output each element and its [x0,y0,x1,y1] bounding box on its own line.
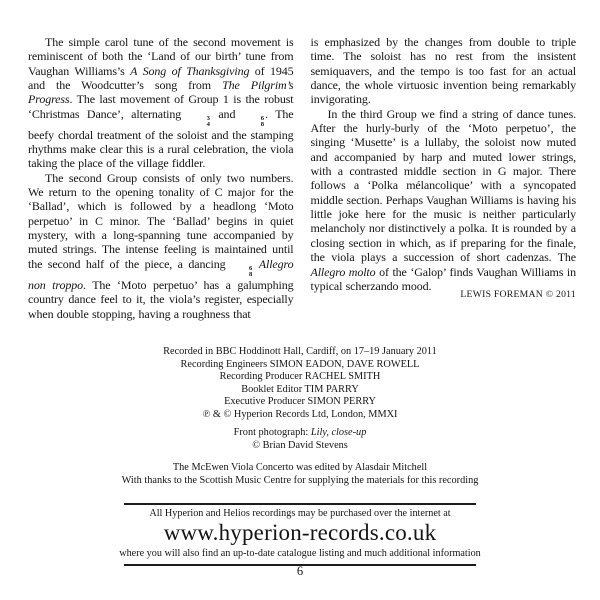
photo-caption: Front photograph: Lily, close-up [233,427,367,438]
credits-block [0,346,600,487]
article-column-left [28,35,294,321]
photo-credit [0,427,600,452]
website-url: www.hyperion-records.co.uk [163,520,437,545]
time-signature: 6 8 [249,264,253,278]
article-column-right [311,35,577,321]
article-columns [28,35,576,321]
time-signature: 3 4 [206,114,210,128]
paragraph: The simple carol tune of the second movement is reminiscent of both the ‘Land of our birth’ tune from Vaughan Williams’s A Song of Thanksgiving of 1945 and the Woodcutter’s song from The Pilgrim’s Progress. The last movement of Group 1 is the robust ‘Christmas Dance’, alternating 3 4 and 6 8 . The beefy chordal treatment of the soloist and the stamping rhythms make clear this is a rural celebration, the viola taking the place of the village fiddler. [28,35,294,171]
paragraph: is emphasized by the changes from double to triple time. The soloist has no rest from the insistent semiquavers, and the tempo is too fast for an actual dance, the whole virtuosic invention being remarkably invigorating. [310,35,576,107]
catalogue-info-text: where you will also find an up-to-date catalogue listing and much additional information [119,548,481,559]
acknowledgements [0,462,600,487]
time-signature: 6 8 [260,114,265,128]
paragraph: In the third Group we find a string of dance tunes. After the hurly-burly of the ‘Moto perpetuo’, the singing ‘Musette’ is a lullaby, the soloist now muted and accompanied by harp and muted lower strings, with a contrasted middle section in G major. There follows a ‘Polka mélancolique’ with a syncopated middle section. Perhaps Vaughan Williams is having his little joke here for the music is neither particularly melancholy nor distinctively a polka. It is rounded by a closing section in which, as if preparing for the finale, the viola plays a succession of short cadenzas. The Allegro molto of the ‘Galop’ finds Vaughan Williams in typical scherzando mood. [310,106,576,293]
purchase-info-text: All Hyperion and Helios recordings may be purchased over the internet at [149,508,451,519]
credit-line: Recording Producer RACHEL SMITH [219,371,381,382]
purchase-info-box [0,503,600,566]
author-byline: LEWIS FOREMAN © 2011 [460,289,576,300]
credit-line: Recording Engineers SIMON EADON, DAVE ROWELL [180,358,420,370]
credit-line: With thanks to the Scottish Music Centre for supplying the materials for this recording [121,474,479,486]
paragraph: The second Group consists of only two numbers. We return to the opening tonality of C major for the ‘Ballad’, which is followed by a headlong ‘Moto perpetuo’ in C minor. The ‘Ballad’ begins in quiet mystery, with a long-spanning tune accompanied by muted strings. The intense feeling is maintained until the second half of the piece, a dancing 6 8 Allegro non troppo. The ‘Moto perpetuo’ has a galumphing country dance feel to it, the viola’s register, especially when double stopping, having a roughness that [28,170,294,321]
credit-line: The McEwen Viola Concerto was edited by Alasdair Mitchell [172,462,428,473]
page-number: 6 [296,564,304,578]
credit-line: Booklet Editor TIM PARRY [241,383,359,395]
credit-line: ℗ & © Hyperion Records Ltd, London, MMXI [202,408,398,420]
photo-copyright: © Brian David Stevens [252,439,348,451]
recording-credits [0,346,600,421]
credit-line: Executive Producer SIMON PERRY [224,396,376,407]
divider-top-rule [124,503,476,505]
credit-line: Recorded in BBC Hoddinott Hall, Cardiff, on 17–19 January 2011 [163,346,437,357]
